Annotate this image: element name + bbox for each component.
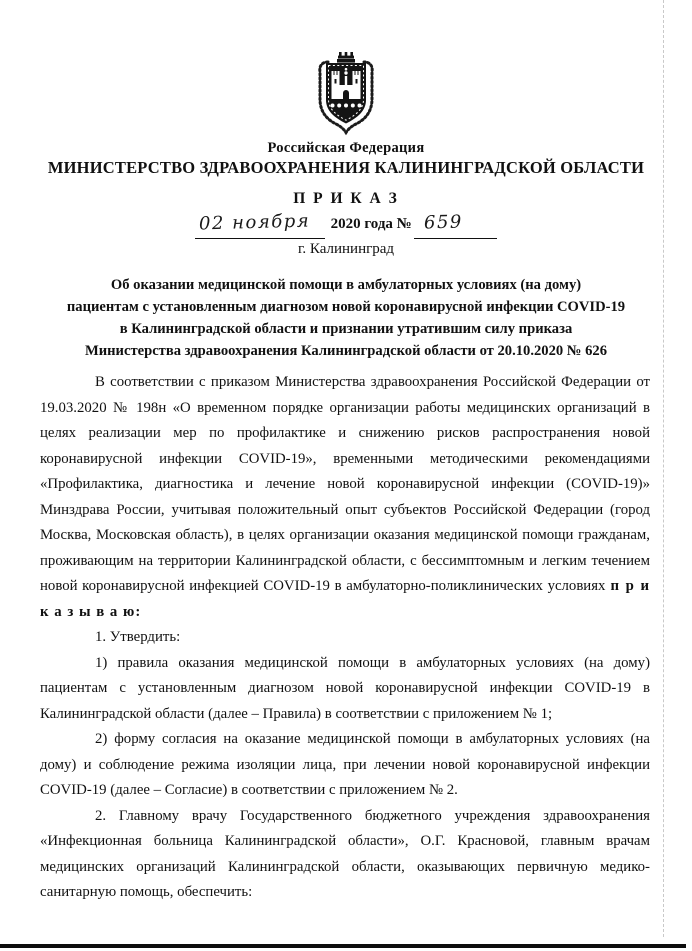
tower-window-left — [335, 79, 337, 84]
scan-fold-line — [663, 0, 664, 937]
coat-of-arms-icon — [314, 52, 378, 136]
paragraph-item-2: 2. Главному врачу Государственного бюджетного учреждения здравоохранения «Инфекционная больница Калининградской области», О.Г. Красновой, главным врачам медицинских организаций Калининградской области, оказывающих первичную медико-санитарную помощь, обеспечить: — [40, 807, 650, 900]
handwritten-number-field — [414, 210, 497, 239]
scanner-edge-bar — [0, 944, 686, 948]
country-name: Российская Федерация — [267, 140, 425, 156]
paragraph-item-1-1: 1) правила оказания медицинской помощи в амбулаторных условиях (на дому) пациентам с установленным диагнозом новой коронавирусной инфекции COVID-19 в Калининградской области (далее – Правила) в соответствии с приложением № 1; — [40, 654, 650, 722]
document-type: П Р И К А З — [293, 190, 399, 207]
emblem — [314, 52, 378, 136]
document-body — [40, 370, 650, 906]
paragraph-preamble — [40, 370, 650, 625]
ministry-name: МИНИСТЕРСТВО ЗДРАВООХРАНЕНИЯ КАЛИНИНГРАДСКОЙ ОБЛАСТИ — [47, 158, 645, 177]
handwritten-date-field — [195, 210, 324, 239]
date-number-line — [0, 210, 692, 240]
castle-gate — [343, 90, 349, 99]
paragraph-item-1: 1. Утвердить: — [95, 629, 181, 645]
handwritten-date: 02 ноября — [199, 210, 311, 235]
preamble-text: В соответствии с приказом Министерства здравоохранения Российской Федерации от 19.03.2020 № 198н «О временном порядке организации работы медицинских организаций в целях реализации мер по профилактике и снижению рисков распространения новой коронавирусной инфекции COVID-19», временными методическими рекомендациями «Профилактика, диагностика и лечение новой коронавирусной инфекции (COVID-19)» Минздрава России, учитывая положительный опыт субъектов Российской Федерации (город Москва, Московская область), в целях организации оказания медицинской помощи гражданам, проживающим на территории Калининградской области, с бессимптомным и легким течением новой коронавирусной инфекцией COVID-19 в амбулаторно-поликлинических условиях — [40, 374, 650, 594]
handwritten-number: 659 — [423, 211, 463, 234]
date-printed-text: 2020 года № — [330, 216, 412, 232]
title-line: в Калининградской области и признании утратившим силу приказа — [119, 321, 573, 337]
title-line: Об оказании медицинской помощи в амбулаторных условиях (на дому) — [110, 277, 582, 293]
decree-word: п р и к а з ы в а ю: — [40, 578, 650, 620]
tower-window-right — [356, 79, 358, 84]
document-title — [30, 274, 662, 362]
title-line: Министерства здравоохранения Калининградской области от 20.10.2020 № 626 — [84, 343, 608, 359]
city-name: г. Калининград — [297, 241, 395, 257]
crown-icon — [337, 52, 355, 63]
paragraph-item-1-2: 2) форму согласия на оказание медицинской помощи в амбулаторных условиях (на дому) и соблюдение режима изоляции лица, при лечении новой коронавирусной инфекции COVID-19 (далее – Согласие) в соответствии с приложением № 2. — [40, 731, 650, 798]
title-line: пациентам с установленным диагнозом новой коронавирусной инфекции COVID-19 — [66, 299, 626, 315]
